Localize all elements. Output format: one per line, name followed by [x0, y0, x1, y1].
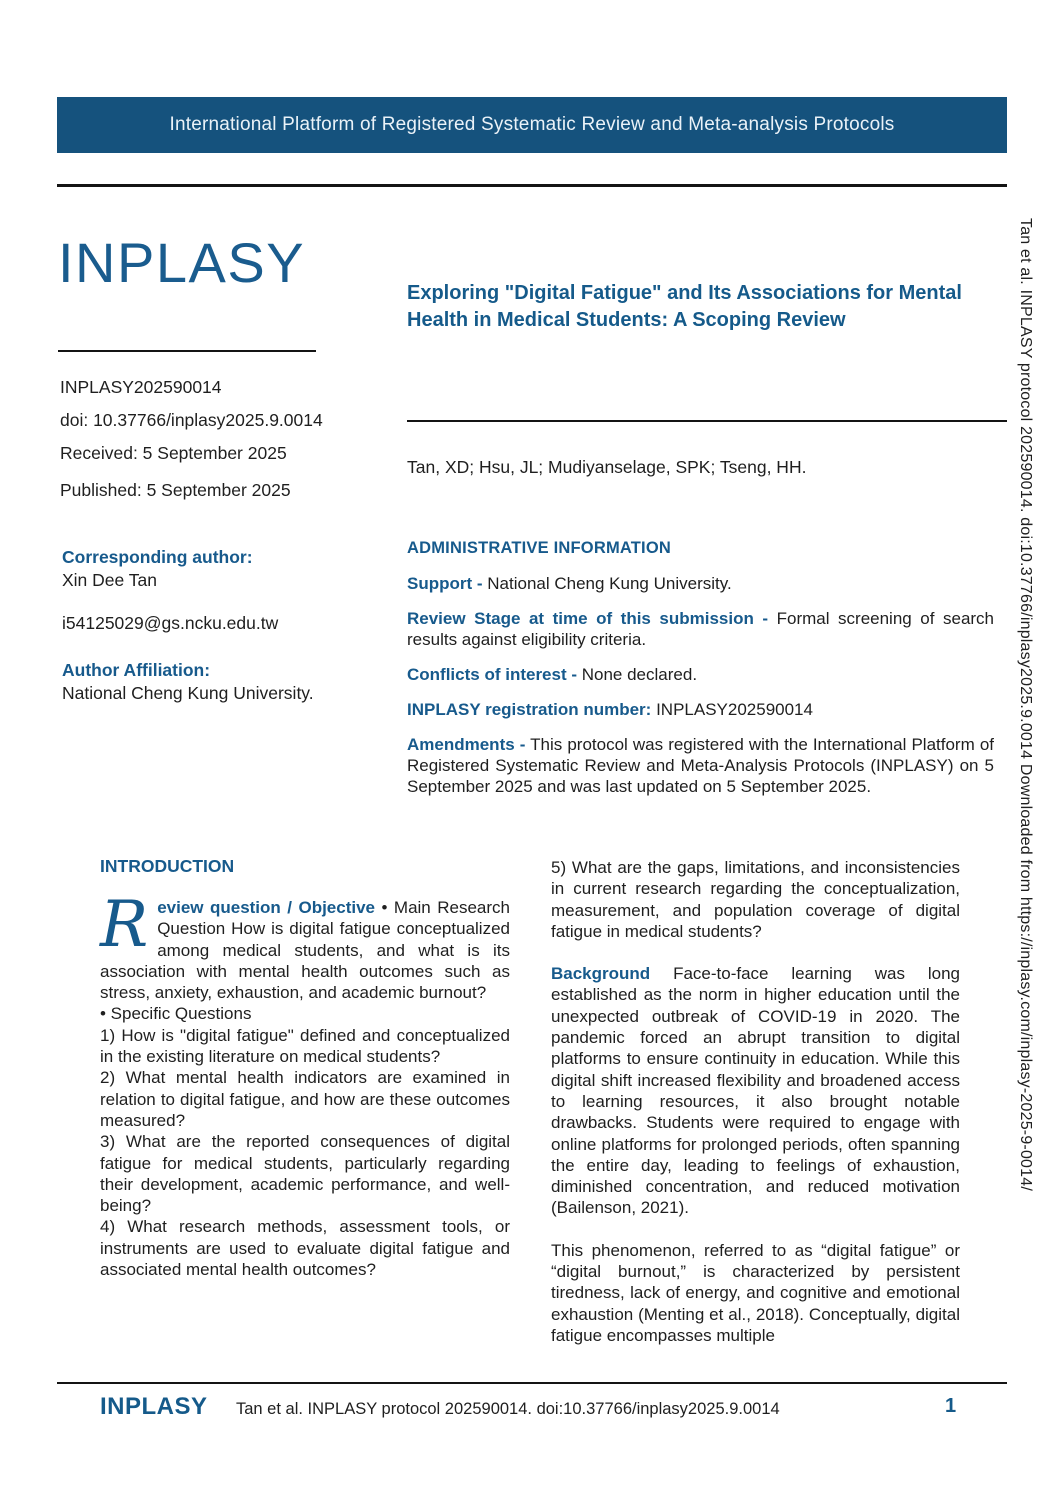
admin-item-review-stage: [407, 608, 994, 650]
review-question-text: • Main Research Question How is digital fatigue conceptualized among medical students, and what is its association with mental health outcomes such as stress, anxiety, exhaustion, and academic burnout?: [100, 898, 510, 1003]
author-list: Tan, XD; Hsu, JL; Mudiyanselage, SPK; Tseng, HH.: [407, 457, 807, 477]
registration-id: INPLASY202590014: [60, 377, 222, 397]
background-label: Background: [551, 964, 651, 984]
question-5: 5) What are the gaps, limitations, and inconsistencies in current research regarding the conceptualization, measurement, and population coverage of digital fatigue in medical students?: [551, 858, 960, 941]
article-title: Exploring "Digital Fatigue" and Its Associations for Mental Health in Medical Students: A Scoping Review: [407, 282, 962, 331]
admin-item-text: National Cheng Kung University.: [482, 574, 732, 593]
corresponding-author-name: Xin Dee Tan: [62, 570, 158, 590]
footer-citation: Tan et al. INPLASY protocol 202590014. doi:10.37766/inplasy2025.9.0014: [236, 1400, 780, 1418]
review-question-label: eview question / Objective: [157, 898, 376, 917]
admin-item-text: INPLASY202590014: [651, 700, 813, 719]
admin-item-text: Formal screening of search results against eligibility criteria.: [407, 609, 995, 649]
admin-item-text: This protocol was registered with the International Platform of Registered Systematic Review and Meta-Analysis Protocols (INPLASY) on 5 September 2025 and was last updated on 5 September 2025.: [407, 735, 994, 796]
question-2: 2) What mental health indicators are examined in relation to digital fatigue, and how are these outcomes measured?: [100, 1068, 510, 1130]
footer-logo: INPLASY: [100, 1393, 208, 1420]
journal-banner-text: International Platform of Registered Systematic Review and Meta-analysis Protocols: [169, 114, 895, 135]
logo-divider: [58, 350, 316, 352]
received-date: Received: 5 September 2025: [60, 443, 287, 463]
admin-item-conflicts: [407, 664, 994, 685]
page-number: 1: [945, 1395, 957, 1417]
admin-item-label: Conflicts of interest -: [407, 665, 578, 684]
specific-questions-line: • Specific Questions: [100, 1004, 252, 1024]
published-date: Published: 5 September 2025: [60, 480, 291, 500]
admin-item-label: Review Stage at time of this submission -: [407, 609, 769, 628]
phenomenon-paragraph: This phenomenon, referred to as “digital fatigue” or “digital burnout,” is characterized by persistent tiredness, lack of energy, and cognitive and emotional exhaustion (Menting et al., 2018). Conceptually, digital fatigue encompasses multiple: [551, 1240, 960, 1345]
doi-line: doi: 10.37766/inplasy2025.9.0014: [60, 410, 323, 430]
affiliation-label: Author Affiliation:: [62, 660, 211, 680]
question-1: 1) How is "digital fatigue" defined and conceptualized in the existing literature on medical students?: [100, 1025, 510, 1067]
administrative-information: [407, 538, 994, 811]
admin-item-label: Amendments -: [407, 735, 526, 754]
corresponding-author-label: Corresponding author:: [62, 547, 253, 567]
question-4: 4) What research methods, assessment tools, or instruments are used to evaluate digital fatigue and associated mental health outcomes?: [100, 1217, 510, 1280]
top-divider: [57, 184, 1007, 187]
dropcap-letter: R: [100, 888, 149, 962]
admin-item-text: None declared.: [577, 665, 698, 684]
affiliation-value: National Cheng Kung University.: [62, 683, 314, 703]
admin-item-registration-number: [407, 699, 994, 720]
background-paragraph: [551, 963, 960, 1219]
protocol-meta: [60, 371, 323, 507]
vertical-citation-sidebar: Tan et al. INPLASY protocol 202590014. doi:10.37766/inplasy2025.9.0014 Downloaded from https://inplasy.com/inplasy-2025-9-0014/: [1017, 218, 1034, 1191]
corresponding-author-email: i54125029@gs.ncku.edu.tw: [62, 613, 279, 633]
background-text: Face-to-face learning was long established as the norm in higher education until the unexpected outbreak of COVID-19 in 2020. The pandemic forced an abrupt transition to digital platforms to ensure continuity in education. While this digital shift increased flexibility and broadened access to learning resources, it also brought notable drawbacks. Students were required to engage with online platforms for prolonged periods, often spanning the entire day, leading to feelings of exhaustion, diminished concentration, and reduced motivation (Bailenson, 2021).: [551, 964, 960, 1218]
admin-item-label: INPLASY registration number:: [407, 700, 652, 719]
review-question-paragraph: [100, 888, 510, 1003]
intro-left-column: [100, 888, 510, 1280]
admin-item-amendments: [407, 734, 994, 797]
admin-heading: ADMINISTRATIVE INFORMATION: [407, 539, 671, 557]
introduction-heading: INTRODUCTION: [100, 856, 235, 876]
admin-item-support: [407, 573, 994, 594]
intro-right-column: [551, 857, 960, 1346]
title-divider: [407, 420, 1007, 422]
inplasy-logo: INPLASY: [58, 231, 306, 294]
footer-divider: [57, 1382, 1007, 1384]
journal-banner: [57, 97, 1007, 153]
admin-item-label: Support -: [407, 574, 483, 593]
question-3: 3) What are the reported consequences of digital fatigue for medical students, particularly regarding their development, academic performance, and well-being?: [100, 1132, 510, 1216]
author-contact-block: [62, 546, 362, 705]
